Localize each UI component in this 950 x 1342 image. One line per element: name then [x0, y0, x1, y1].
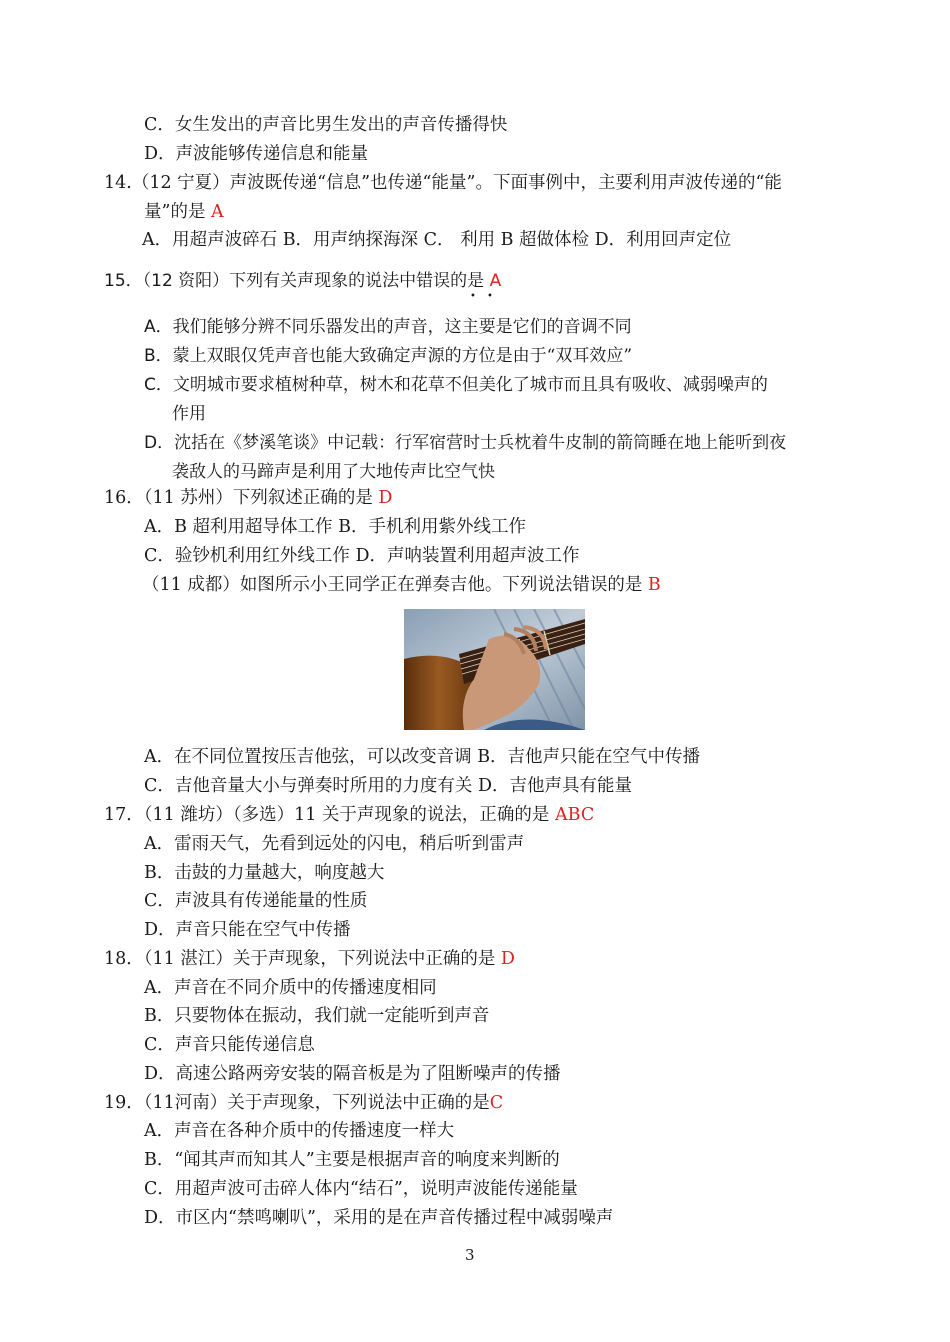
question-19: [104, 1092, 503, 1114]
q18-option-c: C．声音只能传递信息: [144, 1035, 315, 1055]
q17-option-b: B．击鼓的力量越大，响度越大: [144, 863, 385, 883]
q19-text: 19．（11河南）关于声现象，下列说法中正确的是: [104, 1093, 490, 1113]
chengdu-answer: B: [647, 575, 661, 595]
q18-option-d: D．高速公路两旁安装的隔音板是为了阻断噪声的传播: [144, 1064, 561, 1084]
q16-text: 16．（11 苏州）下列叙述正确的是: [104, 488, 379, 508]
q17-option-c: C．声波具有传递能量的性质: [144, 891, 368, 911]
q16-answer: D: [378, 488, 393, 508]
chengdu-text: （11 成都）如图所示小王同学正在弹奏吉他。下列说法错误的是: [142, 575, 648, 595]
question-18: [104, 948, 515, 970]
q18-text: 18．（11 湛江）关于声现象，下列说法中正确的是: [104, 949, 501, 969]
option-d-q13: D．声波能够传递信息和能量: [144, 144, 369, 164]
q14-options: A．用超声波碎石 B．用声纳探海深 C． 利用 B 超做体检 D．利用回声定位: [142, 230, 732, 250]
q15-option-b: [144, 345, 632, 367]
question-17: [104, 804, 594, 826]
q19-option-c: C．用超声波可击碎人体内“结石”，说明声波能传递能量: [144, 1179, 578, 1199]
q15-option-d-cont: 袭敌人的马蹄声是利用了大地传声比空气快: [172, 462, 495, 482]
q16-options-cd: C．验钞机利用红外线工作 D．声呐装置利用超声波工作: [144, 546, 580, 566]
q16-options-ab: A．B 超利用超导体工作 B．手机利用紫外线工作: [144, 517, 526, 537]
q17-option-a: A．雷雨天气，先看到远处的闪电，稍后听到雷声: [144, 834, 525, 854]
q17-text: 17．（11 潍坊）（多选）11 关于声现象的说法，正确的是: [104, 805, 555, 825]
q15-option-d: D．沈括在《梦溪笔谈》中记载：行军宿营时士兵枕着牛皮制的箭筒睡在地上能听到夜: [144, 433, 787, 453]
q14-answer: A: [211, 202, 224, 222]
q17-option-d: D．声音只能在空气中传播: [144, 920, 351, 940]
q15-option-b-end: 于“双耳效应”: [529, 346, 633, 366]
q15-option-b-text: B．蒙上双眼仅凭声音也能大致确定声源的方位是由: [144, 346, 530, 366]
q15-option-c: C．文明城市要求植树种草，树木和花草不但美化了城市而且具有吸收、减弱噪声的: [144, 375, 768, 395]
q15-option-c-cont: 作用: [172, 404, 206, 424]
q15-option-a: A．我们能够分辨不同乐器发出的声音，这主要是它们的音调不同: [144, 317, 632, 337]
q19-option-d: D．市区内“禁鸣喇叭”，采用的是在声音传播过程中减弱噪声: [144, 1208, 614, 1228]
emphasis-dot: •: [487, 291, 493, 302]
guitar-photo: [404, 609, 585, 730]
question-14: 14.（12 宁夏）声波既传递“信息”也传递“能量”。下面事例中，主要利用声波传递的“能: [104, 173, 782, 193]
q15-answer: A: [489, 271, 502, 291]
q18-option-a: A．声音在不同介质中的传播速度相同: [144, 978, 437, 998]
page-number: 3: [465, 1246, 475, 1264]
chengdu-options-ab: A．在不同位置按压吉他弦，可以改变音调 B．吉他声只能在空气中传播: [144, 747, 701, 767]
q14-text: 量”的是: [144, 202, 212, 222]
q18-answer: D: [500, 949, 515, 969]
question-16: [104, 487, 392, 509]
question-15: [104, 270, 501, 292]
option-c-q13: C．女生发出的声音比男生发出的声音传播得快: [144, 115, 508, 135]
q19-answer: C: [489, 1093, 504, 1113]
emphasis-dot: •: [470, 291, 476, 302]
question-chengdu: [142, 574, 661, 596]
q18-option-b: B．只要物体在振动，我们就一定能听到声音: [144, 1006, 490, 1026]
chengdu-options-cd: C．吉他音量大小与弹奏时所用的力度有关 D．吉他声具有能量: [144, 776, 632, 796]
q17-answer: ABC: [555, 805, 595, 825]
q19-option-a: A．声音在各种介质中的传播速度一样大: [144, 1121, 455, 1141]
q19-option-b: B．“闻其声而知其人”主要是根据声音的响度来判断的: [144, 1150, 560, 1170]
q15-text: 15．（12 资阳）下列有关声现象的说法中错误的是: [104, 271, 490, 291]
question-14-cont: [144, 201, 224, 223]
